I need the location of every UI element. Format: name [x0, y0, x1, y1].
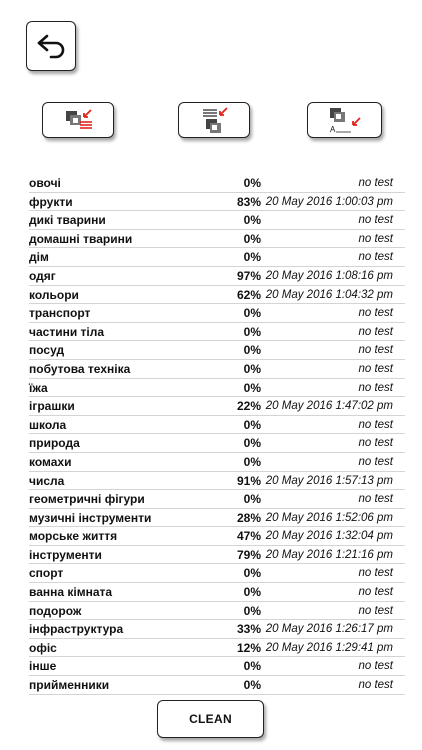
category-name: числа — [29, 473, 65, 488]
result-row — [29, 620, 405, 639]
category-name: природа — [29, 436, 80, 451]
result-row — [29, 379, 405, 398]
category-name: спорт — [29, 566, 64, 581]
result-row — [29, 211, 405, 230]
test-date: no test — [358, 325, 393, 338]
test-date: no test — [358, 586, 393, 599]
test-date: no test — [358, 344, 393, 357]
score-percent: 33% — [236, 622, 261, 637]
score-percent: 0% — [243, 678, 261, 693]
test-date: 20 May 2016 1:08:16 pm — [265, 269, 393, 282]
category-name: музичні інструменти — [29, 510, 152, 525]
score-percent: 0% — [243, 492, 261, 507]
result-row — [29, 564, 405, 583]
score-percent: 12% — [236, 640, 261, 655]
result-row — [29, 490, 405, 509]
result-row — [29, 434, 405, 453]
category-name: домашні тварини — [29, 231, 133, 246]
letter-a-label: A — [329, 125, 335, 134]
category-name: частини тіла — [29, 324, 105, 339]
result-row — [29, 546, 405, 565]
score-percent: 0% — [243, 231, 261, 246]
category-name: побутова техніка — [29, 361, 131, 376]
category-name: офіс — [29, 640, 57, 655]
test-date: 20 May 2016 1:29:41 pm — [265, 641, 393, 654]
picture-to-word-icon — [61, 107, 95, 133]
picture-to-letters-mode-button[interactable] — [307, 102, 382, 138]
result-row — [29, 676, 405, 695]
test-date: 20 May 2016 1:26:17 pm — [265, 623, 393, 636]
clean-button[interactable]: CLEAN — [157, 700, 264, 738]
category-name: дім — [29, 250, 49, 265]
test-date: no test — [358, 604, 393, 617]
category-name: іграшки — [29, 399, 75, 414]
test-date: no test — [358, 567, 393, 580]
test-date: 20 May 2016 1:00:03 pm — [265, 195, 393, 208]
picture-to-word-mode-button[interactable] — [42, 102, 114, 138]
result-row — [29, 174, 405, 193]
score-percent: 0% — [243, 306, 261, 321]
category-name: їжа — [29, 380, 48, 395]
result-row — [29, 286, 405, 305]
result-row — [29, 193, 405, 212]
score-percent: 0% — [243, 417, 261, 432]
result-row — [29, 583, 405, 602]
category-name: одяг — [29, 268, 56, 283]
result-row — [29, 416, 405, 435]
score-percent: 0% — [243, 436, 261, 451]
back-arrow-icon — [34, 31, 68, 61]
category-name: інше — [29, 659, 57, 674]
score-percent: 0% — [243, 566, 261, 581]
category-name: подорож — [29, 603, 82, 618]
picture-to-letters-icon — [325, 105, 365, 135]
result-row — [29, 527, 405, 546]
score-percent: 0% — [243, 343, 261, 358]
test-date: no test — [358, 251, 393, 264]
test-date: no test — [358, 362, 393, 375]
score-percent: 0% — [243, 454, 261, 469]
test-date: no test — [358, 214, 393, 227]
score-percent: 0% — [243, 324, 261, 339]
score-percent: 79% — [236, 547, 261, 562]
word-to-picture-mode-button[interactable] — [178, 102, 250, 138]
result-row — [29, 602, 405, 621]
score-percent: 83% — [236, 194, 261, 209]
test-date: no test — [358, 437, 393, 450]
score-percent: 0% — [243, 361, 261, 376]
test-date: 20 May 2016 1:21:16 pm — [265, 548, 393, 561]
score-percent: 62% — [236, 287, 261, 302]
category-name: геометричні фігури — [29, 492, 145, 507]
test-date: 20 May 2016 1:47:02 pm — [265, 400, 393, 413]
result-row — [29, 360, 405, 379]
test-date: no test — [358, 455, 393, 468]
test-date: 20 May 2016 1:57:13 pm — [265, 474, 393, 487]
category-name: овочі — [29, 176, 61, 190]
back-button[interactable] — [26, 21, 76, 71]
test-date: no test — [358, 660, 393, 673]
category-name: комахи — [29, 454, 72, 469]
test-date: no test — [358, 232, 393, 245]
score-percent: 47% — [236, 529, 261, 544]
category-name: посуд — [29, 343, 65, 358]
test-date: no test — [358, 177, 393, 189]
score-percent: 28% — [236, 510, 261, 525]
score-percent: 0% — [243, 659, 261, 674]
score-percent: 0% — [243, 585, 261, 600]
category-name: ванна кімната — [29, 585, 113, 600]
category-name: фрукти — [29, 194, 73, 209]
result-row — [29, 472, 405, 491]
test-date: 20 May 2016 1:04:32 pm — [265, 288, 393, 301]
result-row — [29, 267, 405, 286]
category-name: морське життя — [29, 529, 118, 544]
result-row — [29, 230, 405, 249]
score-percent: 91% — [236, 473, 261, 488]
test-date: 20 May 2016 1:32:04 pm — [265, 530, 393, 543]
result-row — [29, 639, 405, 658]
test-date: no test — [358, 418, 393, 431]
test-date: no test — [358, 679, 393, 692]
test-date: 20 May 2016 1:52:06 pm — [265, 511, 393, 524]
test-date: no test — [358, 493, 393, 506]
result-row — [29, 248, 405, 267]
score-percent: 0% — [243, 176, 261, 190]
result-row — [29, 341, 405, 360]
category-name: прийменники — [29, 678, 110, 693]
test-date: no test — [358, 381, 393, 394]
test-date: no test — [358, 307, 393, 320]
results-table — [29, 174, 405, 695]
category-name: школа — [29, 417, 67, 432]
score-percent: 0% — [243, 380, 261, 395]
result-row — [29, 304, 405, 323]
score-percent: 0% — [243, 603, 261, 618]
category-name: інфраструктура — [29, 622, 124, 637]
score-percent: 0% — [243, 250, 261, 265]
category-name: інструменти — [29, 547, 102, 562]
score-percent: 97% — [236, 268, 261, 283]
category-name: дикі тварини — [29, 213, 106, 228]
result-row — [29, 397, 405, 416]
result-row — [29, 509, 405, 528]
score-percent: 0% — [243, 213, 261, 228]
category-name: транспорт — [29, 306, 91, 321]
result-row — [29, 323, 405, 342]
word-to-picture-icon — [197, 105, 231, 135]
result-row — [29, 453, 405, 472]
score-percent: 22% — [236, 399, 261, 414]
result-row — [29, 657, 405, 676]
category-name: кольори — [29, 287, 79, 302]
